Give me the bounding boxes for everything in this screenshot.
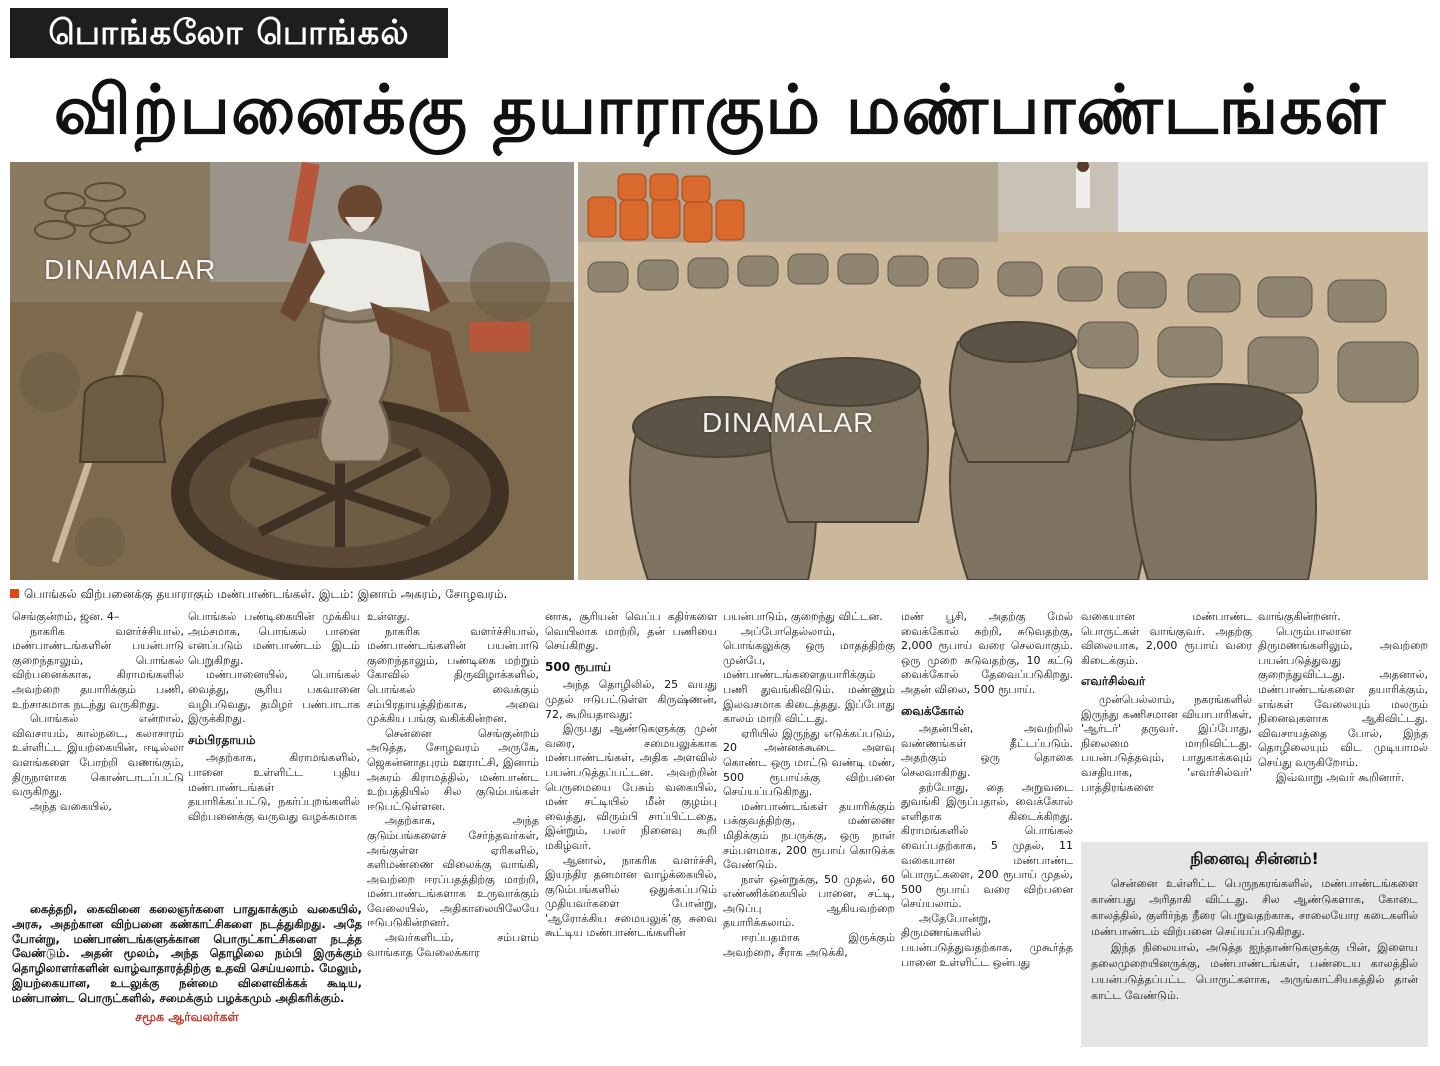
paragraph: வகையான மண்பாண்ட பொருட்கள் வாங்குவர். அதற்கு விலையாக, 2,000 ரூபாய் வரை கிடைக்கும். xyxy=(1081,610,1252,667)
paragraph: அந்த வகையில், xyxy=(30,799,112,813)
paragraph: நாகரிக வளர்ச்சியால், மண்பாண்டங்களின் பயன்பாடு குறைந்தாலும், பொங்கல் விற்பனைக்காக, கிராமங்களில் அவற்றை தயாரிக்கும் பணி, உற்சாகமாக நடந்து வருகிறது. xyxy=(12,624,184,711)
article-column-5 xyxy=(723,610,895,1055)
paragraph: நாள் ஒன்றுக்கு, 50 முதல், 60 எண்ணிக்கையில் பானை, சட்டி, அடுப்பு ஆகியவற்றை தயாரிக்கலாம். xyxy=(723,872,895,930)
watermark: DINAMALAR xyxy=(702,407,875,438)
paragraph: பெரும்பாலான திருமணங்களிலும், அவற்றை பயன்படுத்துவது குறைந்துவிட்டது. அதனால், மண்பாண்டங்களை தயாரிக்கும், எங்கள் வேலையும் மலரும் நினைவுகளாக ஆகிவிட்டது. விவசாயத்தை போல், இந்த தொழிலையும் விட முடியாமல் செய்து வருகிறோம். xyxy=(1258,624,1428,769)
headline: விற்பனைக்கு தயாராகும் மண்பாண்டங்கள் xyxy=(53,71,1387,150)
paragraph: வாங்குகின்றனர். xyxy=(1258,610,1341,623)
paragraph: மண்பாண்டங்கள் தயாரிக்கும் பக்குவத்திற்கு, மண்ணை மிதிக்கும் நபருக்கு, ஒரு நாள் சம்பளமாக, 200 ரூபாய் கொடுக்க வேண்டும். xyxy=(723,799,895,872)
watermark: DINAMALAR xyxy=(44,254,217,285)
subheading: வைக்கோல் xyxy=(901,703,964,718)
paragraph: பொங்கல் பண்டிகையின் முக்கிய அம்சமாக, பொங்கல் பானை எனப்படும் மண்பாண்டம் இடம் பெறுகிறது. xyxy=(188,610,360,667)
paragraph: அதற்காக, கிராமங்களில், பானை உள்ளிட்ட புதிய மண்பாண்டங்கள் தயாரிக்கப்பட்டு, நகர்ப்புறங்களில் விற்பனைக்கு வருவது வழக்கமாக xyxy=(188,751,360,823)
article-column-1 xyxy=(12,610,184,895)
sidebar-body xyxy=(1081,876,1428,1004)
article-column-8 xyxy=(1258,610,1428,835)
article-column-3 xyxy=(367,610,539,1055)
paragraph: இந்த நிலையால், அடுத்த ஐந்தாண்டுகளுக்கு பின், இளைய தலைமுறையினருக்கு, மண்பாண்டங்கள், பண்டைய காலத்தில் பயன்படுத்தப்பட்ட பொருட்களாக, அருங்காட்சியகத்தில் தான் காட்ட வேண்டும். xyxy=(1091,941,1418,1002)
caption-bullet xyxy=(10,589,19,598)
paragraph: சென்னை செங்குன்றம் அடுத்த, சோழவரம் அருகே, ஜெகன்னாதபுரம் ஊராட்சி, இனாம் அகரம் கிராமத்தில், மண்பாண்ட உற்பத்தியில் சில குடும்பங்கள் ஈடுபட்டுள்ளன. xyxy=(367,726,539,813)
paragraph: சென்னை உள்ளிட்ட பெருநகரங்களில், மண்பாண்டங்களை காண்பது அரிதாகி விட்டது. சில ஆண்டுகளாக, கோடை காலத்தில், குளிர்ந்த நீரை பெறுவதற்காக, சாலையோர கடைகளில் மண்பாண்டம் விற்பனை செய்யப்படுகிறது. xyxy=(1091,877,1418,938)
paragraph: முன்பெல்லாம், நகரங்களில் இருந்து கணிசமான வியாபாரிகள், 'ஆர்டர்' தருவர். இப்போது, நிலைமை மாறிவிட்டது. பயன்படுத்தவும், பாதுகாக்கவும் வசதியாக, 'எவர்சில்வர்' பாத்திரங்களை xyxy=(1081,692,1252,794)
paragraph: அவர்களிடம், சம்பளம் வாங்காத வேலைக்கார xyxy=(367,931,539,959)
photo-caption xyxy=(10,585,1430,603)
paragraph: அதேபோன்று, திருமணங்களில் பயன்படுத்துவதற்காக, முகூர்த்த பானை உள்ளிட்ட ஒன்பது xyxy=(901,911,1073,969)
paragraph: இவ்வாறு அவர் கூறினார். xyxy=(1276,770,1405,784)
sidebar-title: நினைவு சின்னம்! xyxy=(1190,849,1319,868)
paragraph: அதன்பின், அவற்றில் வண்ணங்கள் தீட்டப்படும். அதற்கும் ஒரு தொகை செலவாகிறது. xyxy=(901,722,1073,779)
photo-clay-stoves xyxy=(578,162,1428,580)
subheading: 500 ரூபாய் xyxy=(545,659,611,674)
paragraph: ஈரப்பதமாக இருக்கும் அவற்றை, சீராக அடுக்கி, xyxy=(723,931,895,959)
dateline: செங்குன்றம், ஜன. 4– xyxy=(12,610,120,623)
paragraph: நாகரிக வளர்ச்சியால், மண்பாண்டங்களின் பயன்பாடு குறைந்தாலும், பண்டிகை மற்றும் கோவில் திருவிழாக்களில், பொங்கல் வைக்கும் சம்பிரதாயத்திற்காக, அவை முக்கிய பங்கு வகிக்கின்றன. xyxy=(367,624,539,726)
paragraph: மண் பூசி, அதற்கு மேல் வைக்கோல் சுற்றி, சுடுவதற்கு, 2,000 ரூபாய் வரை செலவாகும். ஒரு முறை சுடுவதற்கு, 10 கட்டு வைக்கோல் தேவைப்படுகிறது. அதன் விலை, 500 ரூபாய். xyxy=(901,610,1073,696)
paragraph: மண்பானையில், பொங்கல் வைத்து, சூரிய பகவானை வழிபடுவது, தமிழர் பண்பாடாக இருக்கிறது. xyxy=(188,668,360,726)
article-column-7 xyxy=(1081,610,1252,835)
quote-signature: சமூக ஆர்வலர்கள் xyxy=(135,1008,239,1024)
paragraph: பயன்பாடும், குறைந்து விட்டன. xyxy=(723,610,883,623)
caption-text: பொங்கல் விற்பனைக்கு தயாராகும் மண்பாண்டங்கள். இடம்: இனாம் அகரம், சோழவரம். xyxy=(24,587,508,601)
paragraph: அதற்காக, அந்த குடும்பங்களைச் சேர்ந்தவர்கள், அங்குள்ள ஏரிகளில், களிமண்ணை விலைக்கு வாங்கி, அவற்றை ஈரப்பதத்திற்கு மாற்றி, மண்பாண்டங்களாக உருவாக்கும் வேலையில், அதிகாலையிலேயே ஈடுபடுகின்றனர். xyxy=(367,814,539,930)
section-kicker: பொங்கலோ பொங்கல் xyxy=(10,8,448,58)
subheading: சம்பிரதாயம் xyxy=(188,732,256,747)
article-column-4 xyxy=(545,610,717,1055)
paragraph: இருபது ஆண்டுகளுக்கு முன் வரை, சமையலுக்காக மண்பாண்டங்கள், அதிக அளவில் பயன்படுத்தப்பட்டன. அவற்றின் பெருமையை பேசும் வகையில், மண் சட்டியில் மீன் குழம்பு வைத்து, விரும்பி சாப்பிட்டதை, இன்றும், பலர் நினைவு கூறி மகிழ்வர். xyxy=(545,722,717,852)
paragraph: ஆனால், நாகரிக வளர்ச்சி, இயந்திர தனமான வாழ்க்கையில், குடும்பங்களில் ஒதுக்கப்படும் முதியவர்களை போன்று, 'ஆரோக்கிய சமையலுக்’கு சுவை கூட்டிய மண்பாண்டங்களின் xyxy=(545,853,717,940)
paragraph: அந்த தொழிலில், 25 வயது முதல் ஈடுபட்டுள்ள கிருஷ்ணன், 72, கூறியதாவது: xyxy=(545,678,717,721)
quote-text: கைத்தறி, கைவினை கலைஞர்களை பாதுகாக்கும் வகையில், அரசு, அதற்கான விற்பனை கண்காட்சிகளை நடத்துகிறது. அதே போன்று, மண்பாண்டங்களுக்கான பொருட்காட்சிகளை நடத்த வேண்டும். அதன் மூலம், அந்த தொழிலை நம்பி இருக்கும் தொழிலாளர்களின் வாழ்வாதாரத்திற்கு உதவி செய்யலாம். மேலும், இயற்கையான, உடலுக்கு நன்மை விளைவிக்கக் கூடிய, மண்பாண்ட பொருட்களில், சமைக்கும் பழக்கமும் அதிகரிக்கும். xyxy=(12,902,362,1005)
subheading: எவர்சில்வர் xyxy=(1081,674,1146,689)
paragraph: னாக, சூரியன் வெப்ப கதிர்களை வெயிலாக மாற்றி, தன் பணியை செய்கிறது. xyxy=(545,610,717,653)
sidebar-box xyxy=(1081,842,1428,1047)
paragraph: அப்போதெல்லாம், பொங்கலுக்கு ஒரு மாதத்திற்கு முன்பே, மண்பாண்டங்களைதயாரிக்கும் பணி துவங்கிவிடும். மண்ணும் இலவசமாக கிடைத்தது. இப்போது காலம் மாறி விட்டது. xyxy=(723,624,895,726)
paragraph: உள்ளது. xyxy=(367,610,410,623)
paragraph: பொங்கல் என்றால், விவசாயம், கால்நடை, கலாசாரம் உள்ளிட்ட இயற்கையின், ஈடில்லா வளங்களை போற்றி வணங்கும், திருநாளாக கொண்டாடப்பட்டு வருகிறது. xyxy=(12,712,184,799)
article-column-6 xyxy=(901,610,1073,1055)
activists-quote xyxy=(12,902,362,1058)
paragraph: ஏரியில் இருந்து எடுக்கப்படும், 20 அன்னக்கூடை அளவு கொண்ட ஒரு மாட்டு வண்டி மண், 500 ரூபாய்க்கு விற்பனை செய்யப்படுகிறது. xyxy=(723,726,895,799)
paragraph: தற்போது, தை அறுவடை துவங்கி இருப்பதால், வைக்கோல் எளிதாக கிடைக்கிறது. கிராமங்களில் பொங்கல் வைப்பதற்காக, 5 முதல், 11 வகையான மண்பாண்ட பொருட்களை, 200 ரூபாய் முதல், 500 ரூபாய் வரை விற்பனை செய்யலாம். xyxy=(901,780,1073,911)
photo-potter-at-wheel xyxy=(10,162,574,580)
